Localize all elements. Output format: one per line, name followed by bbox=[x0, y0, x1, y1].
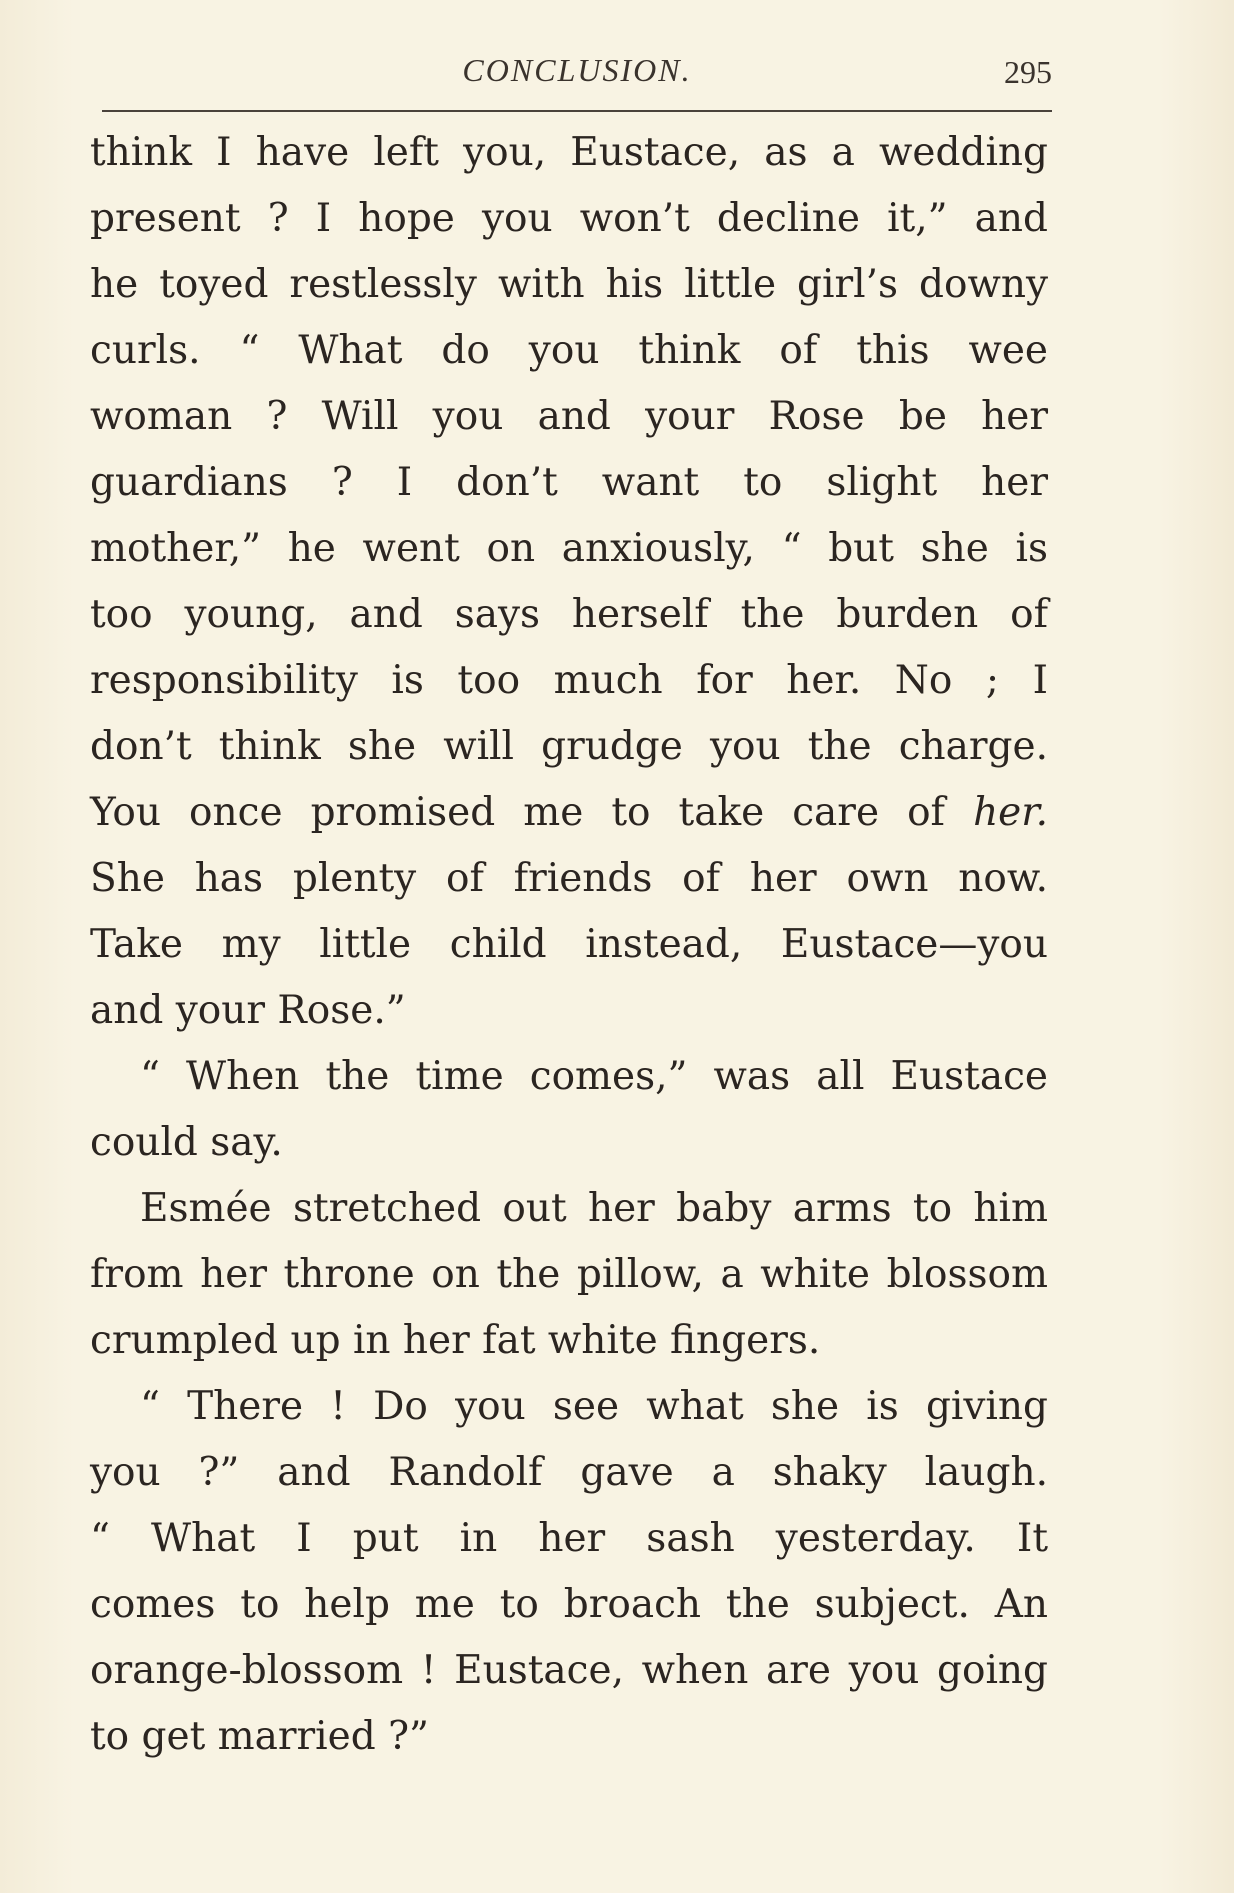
text-line-with-emphasis bbox=[90, 780, 1048, 846]
text-line: present ? I hope you won’t decline it,” and bbox=[90, 196, 1048, 241]
text-line: curls. “ What do you think of this wee bbox=[90, 328, 1048, 373]
chapter-title: CONCLUSION. bbox=[462, 52, 692, 88]
text-line: orange-blossom ! Eustace, when are you going bbox=[90, 1648, 1048, 1693]
text-line: too young, and says herself the burden of bbox=[90, 592, 1048, 637]
text-line: you ?” and Randolf gave a shaky laugh. bbox=[90, 1450, 1048, 1495]
running-header bbox=[102, 52, 1052, 92]
text-line: crumpled up in her fat white fingers. bbox=[90, 1318, 821, 1363]
text-line: “ What I put in her sash yesterday. It bbox=[90, 1516, 1048, 1561]
text-line: guardians ? I don’t want to slight her bbox=[90, 460, 1048, 505]
text-line: responsibility is too much for her. No ; I bbox=[90, 658, 1048, 703]
text-line: could say. bbox=[90, 1120, 283, 1165]
text-line: woman ? Will you and your Rose be her bbox=[90, 394, 1048, 439]
text-line: comes to help me to broach the subject. An bbox=[90, 1582, 1048, 1627]
text-line: don’t think she will grudge you the charge. bbox=[90, 724, 1048, 769]
body-text bbox=[90, 120, 1048, 1770]
text-line: mother,” he went on anxiously, “ but she is bbox=[90, 526, 1048, 571]
text-line: to get married ?” bbox=[90, 1714, 429, 1759]
page-number: 295 bbox=[1004, 54, 1052, 90]
text-line: and your Rose.” bbox=[90, 988, 406, 1033]
emphasized-word: her. bbox=[973, 790, 1049, 835]
text-line: from her throne on the pillow, a white blossom bbox=[90, 1252, 1048, 1297]
text-segment: You once promised me to take care of bbox=[90, 790, 945, 835]
text-line: “ When the time comes,” was all Eustace bbox=[140, 1054, 1048, 1099]
text-line: She has plenty of friends of her own now. bbox=[90, 856, 1048, 901]
text-line: Take my little child instead, Eustace—you bbox=[90, 922, 1048, 967]
text-line: he toyed restlessly with his little girl’s downy bbox=[90, 262, 1048, 307]
text-line: Esmée stretched out her baby arms to him bbox=[140, 1186, 1048, 1231]
text-line: think I have left you, Eustace, as a wedding bbox=[90, 130, 1048, 175]
header-rule bbox=[102, 110, 1052, 112]
text-line: “ There ! Do you see what she is giving bbox=[140, 1384, 1048, 1429]
